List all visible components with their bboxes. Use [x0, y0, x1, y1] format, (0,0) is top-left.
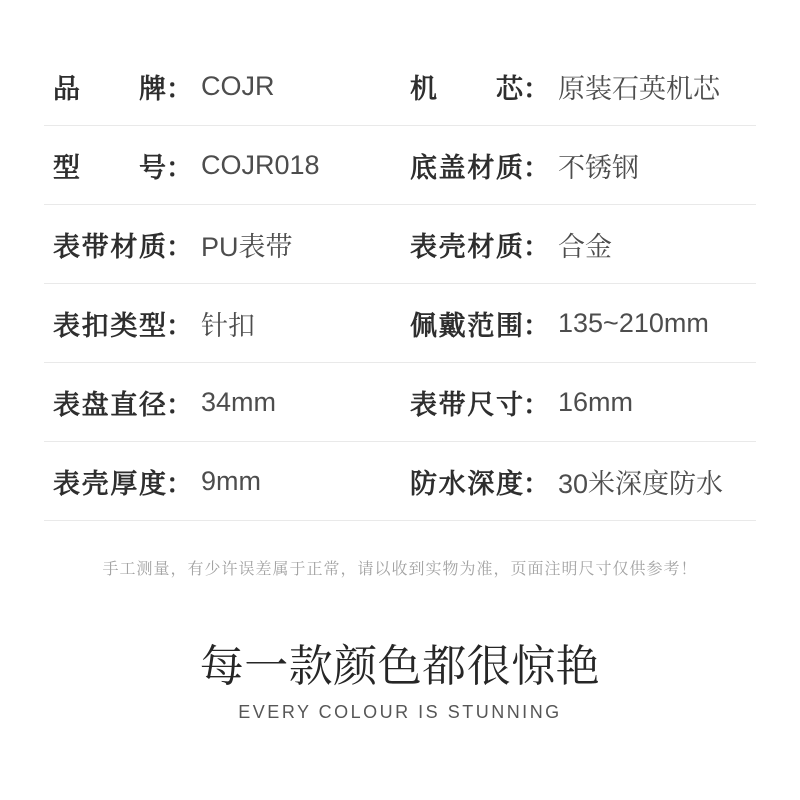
spec-colon: ：: [523, 468, 550, 499]
spec-colon: ：: [166, 468, 193, 499]
spec-label-caseback-material: 底盖材质: [410, 152, 523, 183]
measurement-disclaimer: 手工测量，有少许误差属于正常，请以收到实物为准，页面注明尺寸仅供参考！: [102, 561, 698, 578]
spec-value-dial-diameter: 34mm: [201, 386, 277, 417]
spec-cell-case-material: [400, 205, 756, 283]
spec-value-brand: COJR: [201, 70, 275, 101]
spec-value-case-material: 合金: [558, 231, 612, 262]
spec-label-case-material: 表壳材质: [410, 231, 523, 262]
spec-colon: ：: [166, 73, 193, 104]
spec-label-model: 型号: [53, 152, 166, 183]
spec-cell-movement: [400, 47, 756, 125]
spec-cell-case-thickness: [44, 442, 400, 520]
spec-value-model: COJR018: [201, 149, 320, 180]
banner-title: 每一款颜色都很惊艳: [199, 642, 601, 691]
spec-colon: ：: [523, 389, 550, 420]
spec-cell-strap-material: [44, 205, 400, 283]
spec-cell-clasp-type: [44, 284, 400, 362]
spec-row-thickness-waterproof: [44, 442, 756, 521]
spec-row-clasp-wristrange: [44, 284, 756, 363]
spec-cell-strap-width: [400, 363, 756, 441]
spec-cell-brand: [44, 47, 400, 125]
spec-value-movement: 原装石英机芯: [558, 73, 720, 104]
spec-colon: ：: [523, 310, 550, 341]
spec-cell-water-resistance: [400, 442, 756, 520]
banner-subtitle: EVERY COLOUR IS STUNNING: [238, 702, 562, 722]
spec-label-strap-width: 表带尺寸: [410, 389, 523, 420]
spec-value-clasp-type: 针扣: [201, 310, 255, 341]
spec-colon: ：: [523, 231, 550, 262]
spec-label-case-thickness: 表壳厚度: [53, 468, 166, 499]
spec-row-model-caseback: [44, 126, 756, 205]
banner: [0, 642, 800, 724]
spec-colon: ：: [166, 389, 193, 420]
spec-value-case-thickness: 9mm: [201, 465, 261, 496]
spec-colon: ：: [166, 231, 193, 262]
spec-cell-wear-range: [400, 284, 756, 362]
spec-colon: ：: [166, 152, 193, 183]
spec-colon: ：: [523, 73, 550, 104]
spec-row-brand-movement: [44, 47, 756, 126]
spec-label-water-resistance: 防水深度: [410, 468, 523, 499]
spec-value-caseback-material: 不锈钢: [558, 152, 639, 183]
spec-colon: ：: [166, 310, 193, 341]
spec-value-strap-width: 16mm: [558, 386, 634, 417]
spec-row-strap-case: [44, 205, 756, 284]
spec-cell-caseback-material: [400, 126, 756, 204]
spec-label-movement: 机芯: [410, 73, 523, 104]
spec-label-wear-range: 佩戴范围: [410, 310, 523, 341]
spec-colon: ：: [523, 152, 550, 183]
spec-label-brand: 品牌: [53, 73, 166, 104]
spec-value-wear-range: 135~210mm: [558, 307, 709, 338]
spec-cell-model: [44, 126, 400, 204]
spec-row-dial-strapwidth: [44, 363, 756, 442]
spec-label-strap-material: 表带材质: [53, 231, 166, 262]
spec-label-clasp-type: 表扣类型: [53, 310, 166, 341]
spec-table: [44, 47, 756, 521]
spec-label-dial-diameter: 表盘直径: [53, 389, 166, 420]
spec-cell-dial-diameter: [44, 363, 400, 441]
spec-value-water-resistance: 30米深度防水: [558, 468, 724, 499]
spec-value-strap-material: PU表带: [201, 231, 293, 262]
